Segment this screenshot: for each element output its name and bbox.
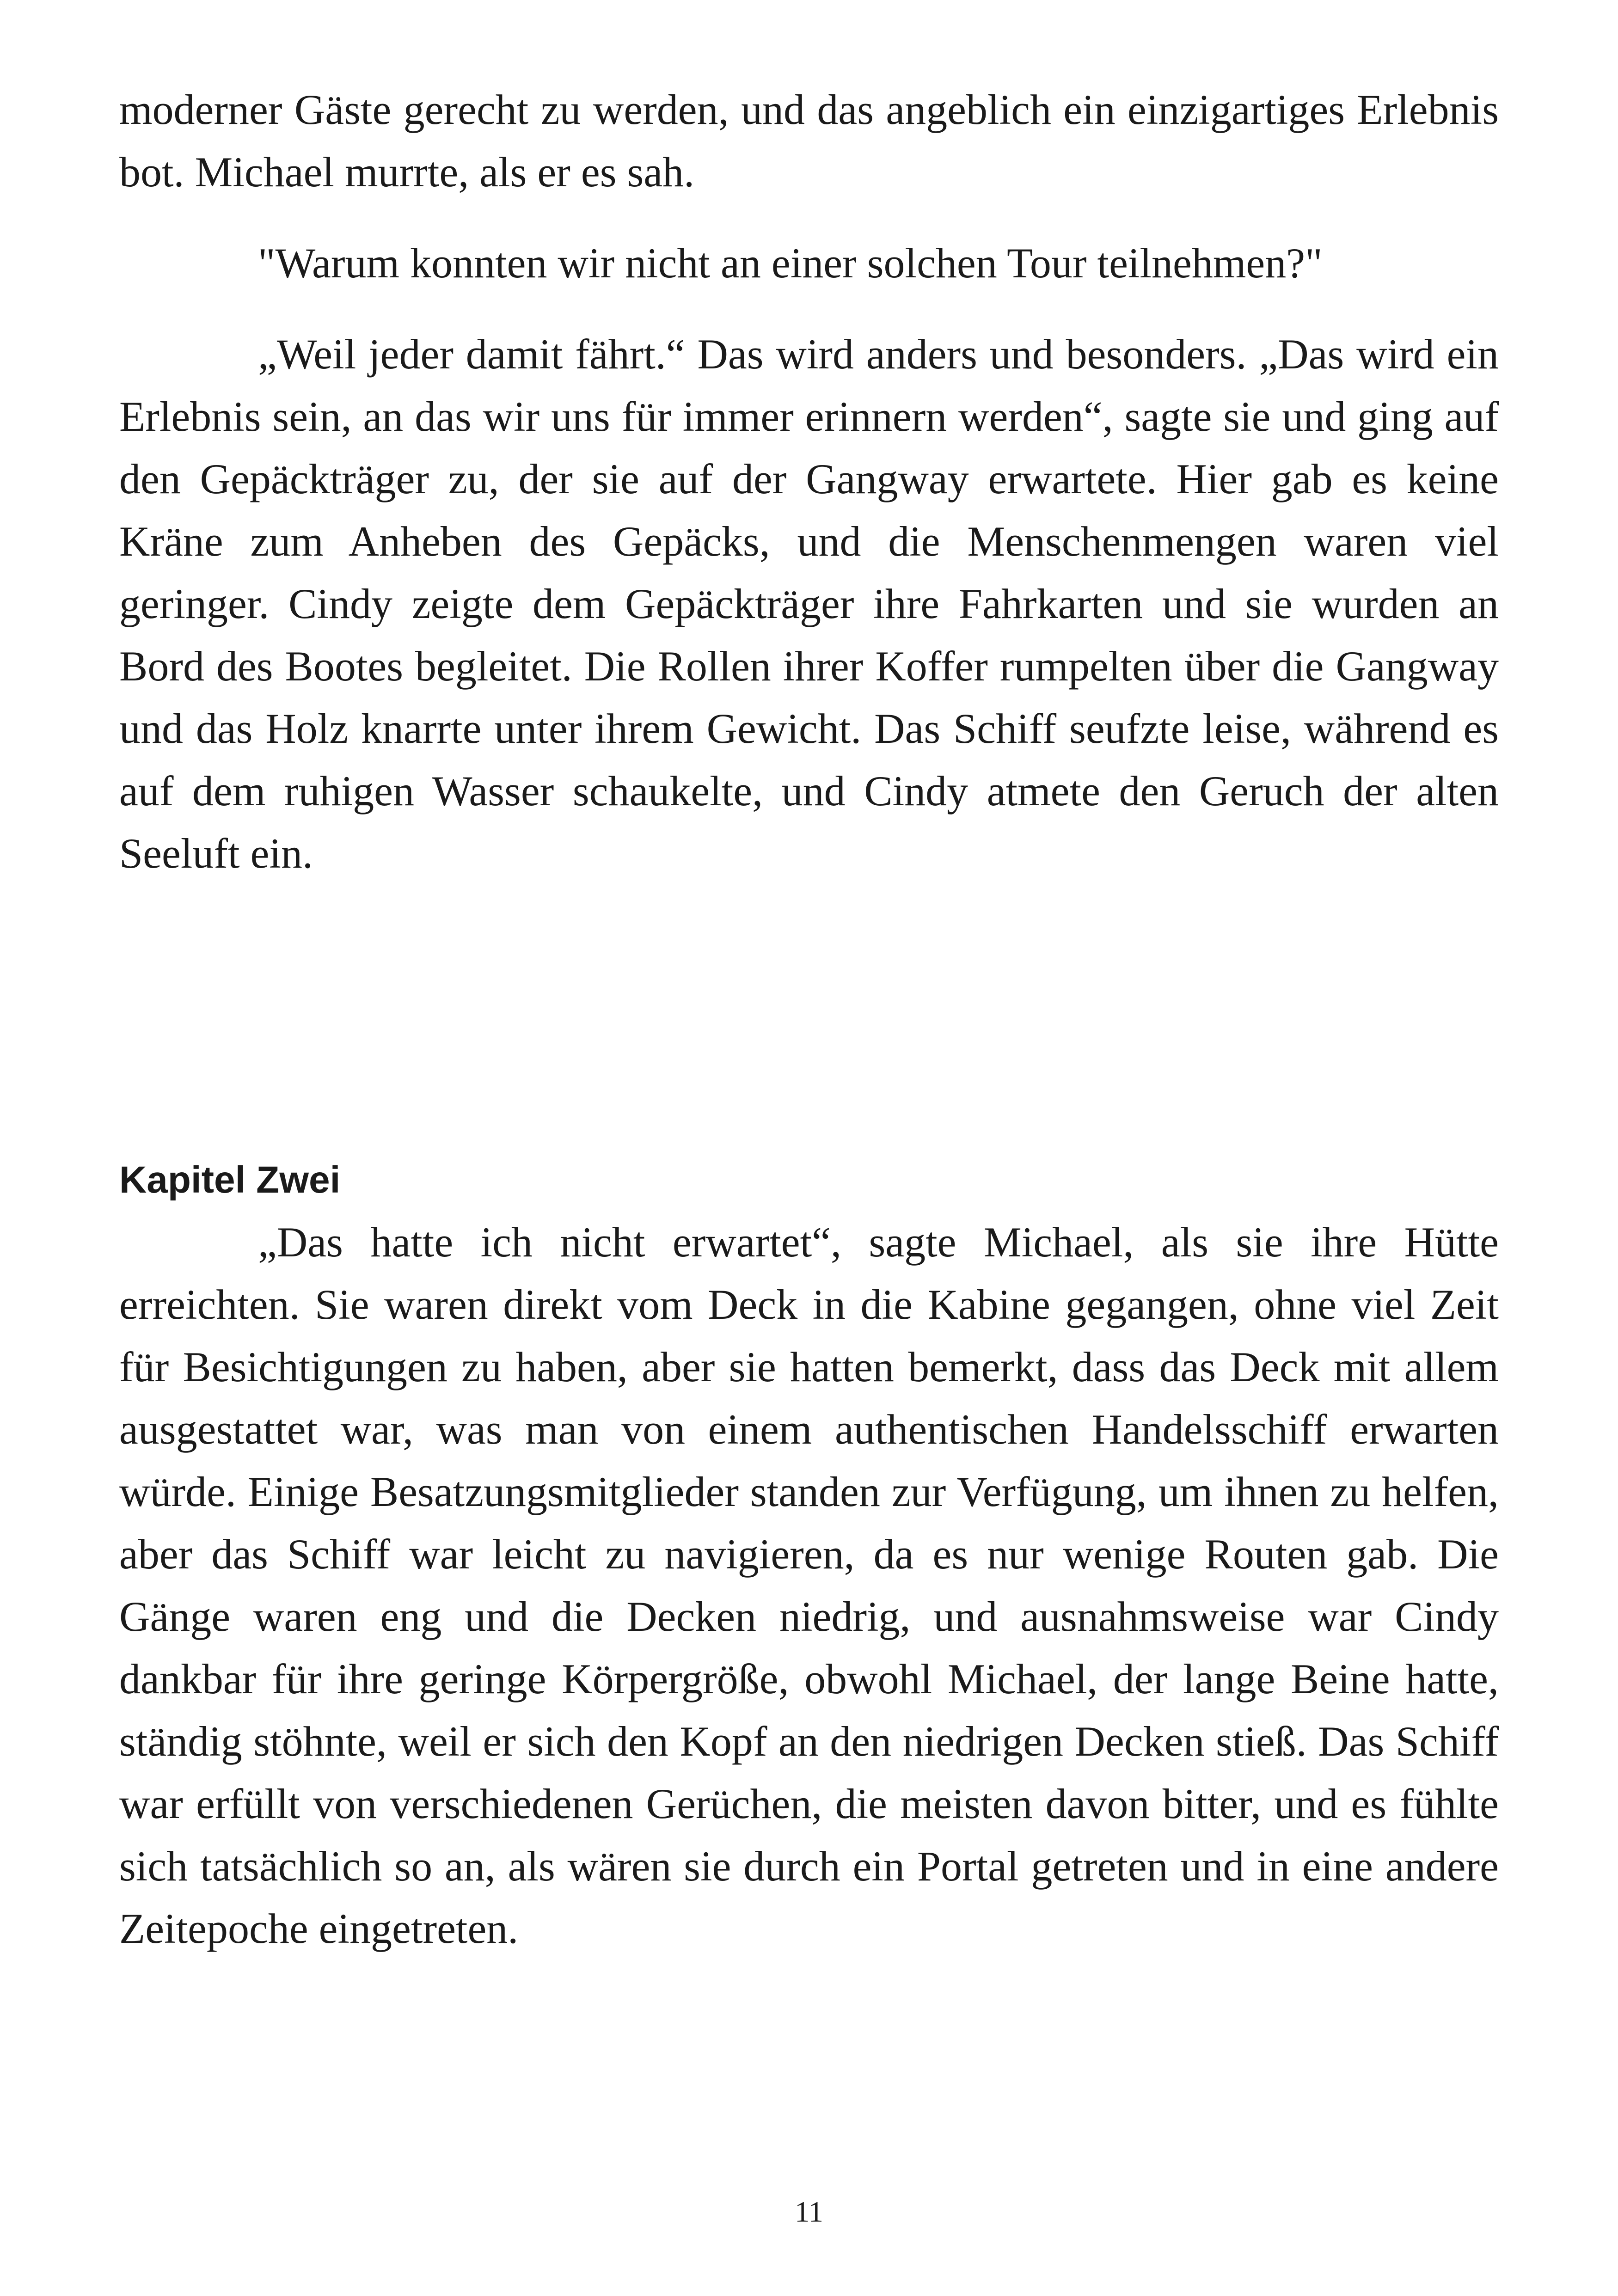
paragraph-chapter-opening: „Das hatte ich nicht erwartet“, sagte Michael, als sie ihre Hütte erreichten. Sie waren direkt vom Deck in die Kabine gegangen, ohne viel Zeit für Besichtigungen zu haben, aber sie hatten bemerkt, dass das Deck mit allem ausgestattet war, was man von einem authentischen Handelsschiff erwarten würde. Einige Besatzungsmitglieder standen zur Verfügung, um ihnen zu helfen, aber das Schiff war leicht zu navigieren, da es nur wenige Routen gab. Die Gänge waren eng und die Decken niedrig, und ausnahmsweise war Cindy dankbar für ihre geringe Körpergröße, obwohl Michael, der lange Beine hatte, ständig stöhnte, weil er sich den Kopf an den niedrigen Decken stieß. Das Schiff war erfüllt von verschiedenen Gerüchen, die meisten davon bitter, und es fühlte sich tatsächlich so an, als wären sie durch ein Portal getreten und in eine andere Zeitepoche eingetreten. [119,1218,1499,1952]
body-text-top [119,79,1499,885]
paragraph-boarding: „Weil jeder damit fährt.“ Das wird anders und besonders. „Das wird ein Erlebnis sein, an das wir uns für immer erinnern werden“, sagte sie und ging auf den Gepäckträger zu, der sie auf der Gangway erwartete. Hier gab es keine Kräne zum Anheben des Gepäcks, und die Menschenmengen waren viel geringer. Cindy zeigte dem Gepäckträger ihre Fahrkarten und sie wurden an Bord des Bootes begleitet. Die Rollen ihrer Koffer rumpelten über die Gangway und das Holz knarrte unter ihrem Gewicht. Das Schiff seufzte leise, während es auf dem ruhigen Wasser schaukelte, und Cindy atmete den Geruch der alten Seeluft ein. [119,331,1499,877]
paragraph-dialogue-question: "Warum konnten wir nicht an einer solchen Tour teilnehmen?" [258,239,1323,287]
chapter-heading: Kapitel Zwei [119,1159,341,1201]
page-number: 11 [795,2195,823,2228]
chapter-section [119,1149,1499,1960]
paragraph-continuation: moderner Gäste gerecht zu werden, und das angeblich ein einzigartiges Erlebnis bot. Michael murrte, als er es sah. [119,86,1499,196]
